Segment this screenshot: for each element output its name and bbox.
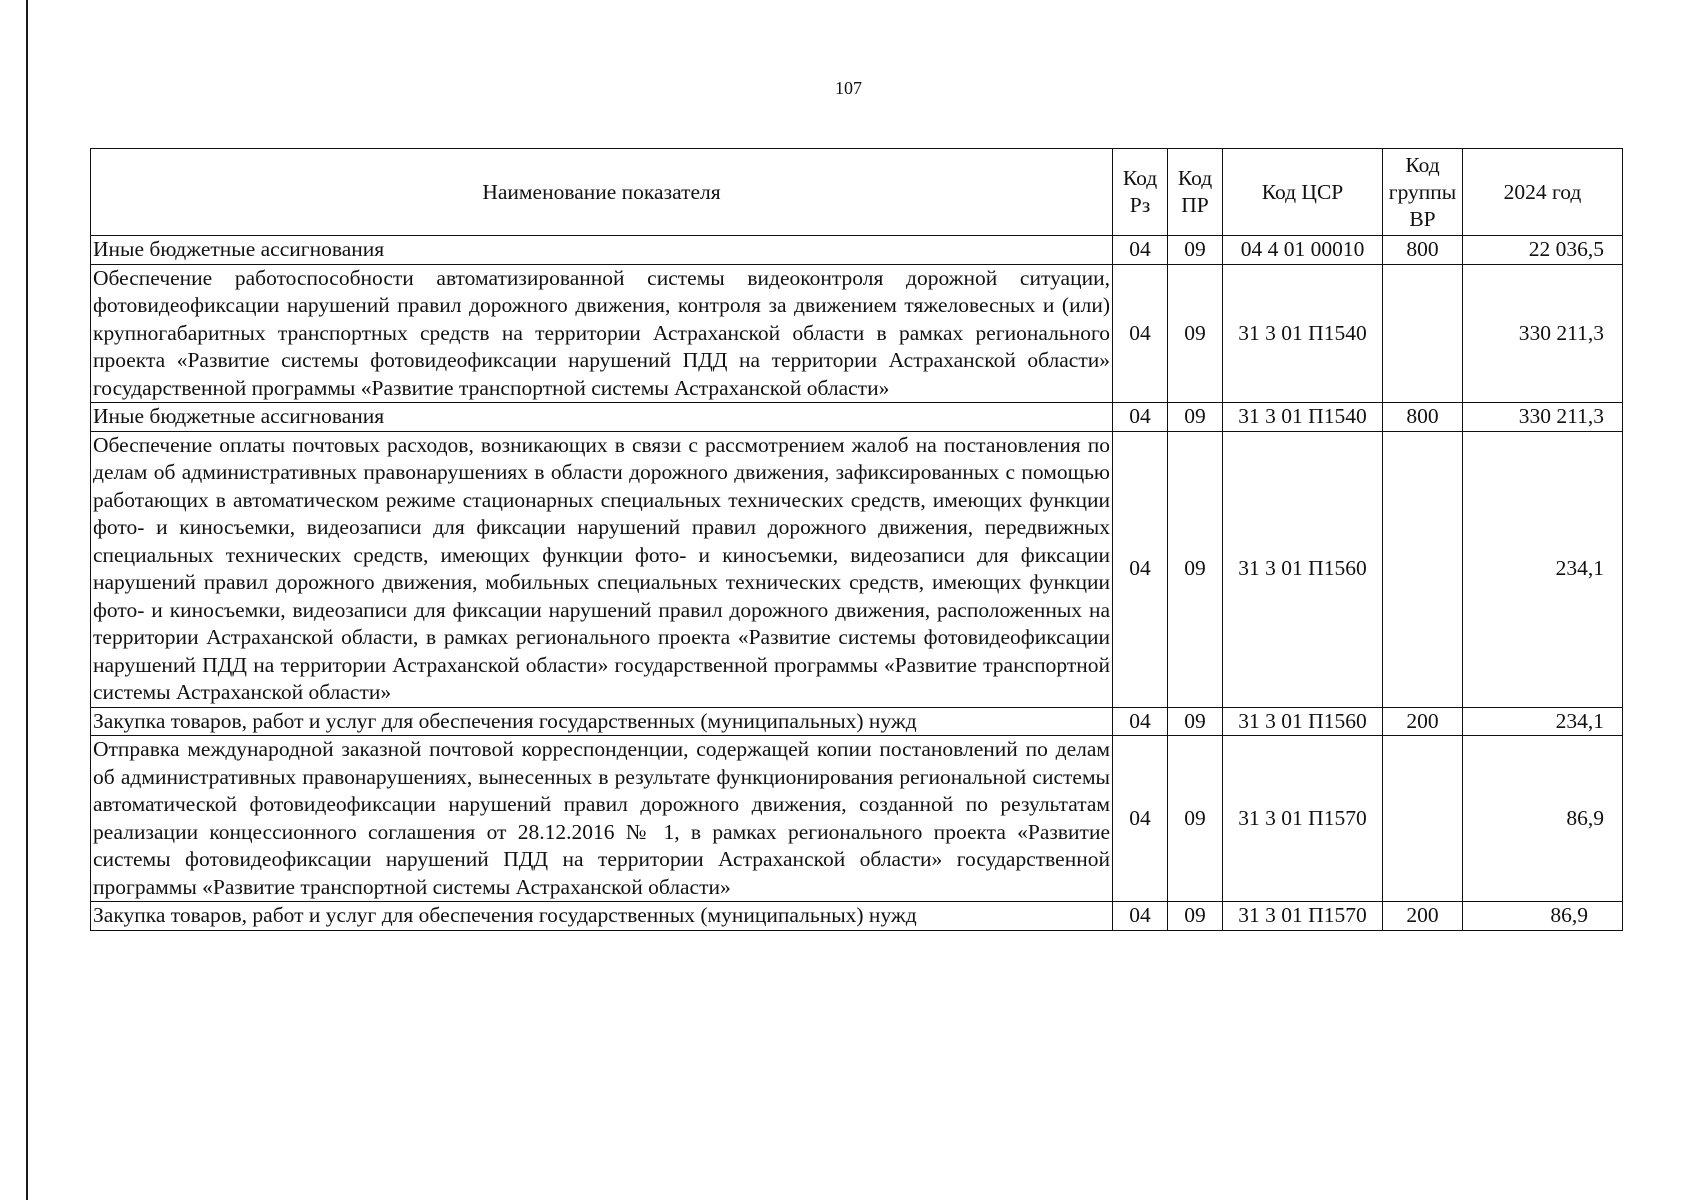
row-csr: 31 3 01 П1570 [1223,736,1383,902]
row-vr: 200 [1383,707,1463,736]
table-row [91,264,1623,403]
row-rz: 04 [1113,902,1168,931]
row-amount: 234,1 [1463,707,1623,736]
row-csr: 31 3 01 П1560 [1223,707,1383,736]
row-amount: 86,9 [1463,902,1623,931]
row-amount: 330 211,3 [1463,403,1623,432]
table-row [91,403,1623,432]
header-csr: Код ЦСР [1223,149,1383,236]
row-pr: 09 [1168,431,1223,707]
header-pr: Код ПР [1168,149,1223,236]
row-pr: 09 [1168,707,1223,736]
row-name: Иные бюджетные ассигнования [91,403,1113,432]
row-csr: 31 3 01 П1570 [1223,902,1383,931]
row-csr: 31 3 01 П1540 [1223,403,1383,432]
row-vr [1383,264,1463,403]
row-name: Обеспечение оплаты почтовых расходов, возникающих в связи с рассмотрением жалоб на постановления по делам об административных правонарушениях в области дорожного движения, зафиксированных с помощью работающих в автоматическом режиме стационарных специальных технических средств, имеющих функции фото- и киносъемки, видеозаписи для фиксации нарушений правил дорожного движения, передвижных специальных технических средств, имеющих функции фото- и киносъемки, видеозаписи для фиксации нарушений правил дорожного движения, мобильных специальных технических средств, имеющих функции фото- и киносъемки, видеозаписи для фиксации нарушений правил дорожного движения, расположенных на территории Астраханской области, в рамках регионального проекта «Развитие системы фотовидеофиксации нарушений ПДД на территории Астраханской области» государственной программы «Развитие транспортной системы Астраханской области» [91,431,1113,707]
table-header-row [91,149,1623,236]
row-pr: 09 [1168,736,1223,902]
row-csr: 31 3 01 П1560 [1223,431,1383,707]
header-vr: Код группы ВР [1383,149,1463,236]
row-rz: 04 [1113,431,1168,707]
budget-table [90,148,1623,931]
row-vr: 800 [1383,403,1463,432]
header-name: Наименование показателя [91,149,1113,236]
row-amount: 234,1 [1463,431,1623,707]
table-row [91,707,1623,736]
row-vr [1383,431,1463,707]
row-name: Закупка товаров, работ и услуг для обеспечения государственных (муниципальных) нужд [91,707,1113,736]
binding-margin-line [26,0,28,1200]
row-rz: 04 [1113,403,1168,432]
row-amount: 22 036,5 [1463,236,1623,265]
row-name: Закупка товаров, работ и услуг для обеспечения государственных (муниципальных) нужд [91,902,1113,931]
row-pr: 09 [1168,236,1223,265]
row-amount: 86,9 [1463,736,1623,902]
row-vr [1383,736,1463,902]
row-rz: 04 [1113,236,1168,265]
row-rz: 04 [1113,264,1168,403]
table-row [91,902,1623,931]
row-pr: 09 [1168,264,1223,403]
row-rz: 04 [1113,707,1168,736]
row-csr: 04 4 01 00010 [1223,236,1383,265]
row-name: Иные бюджетные ассигнования [91,236,1113,265]
row-pr: 09 [1168,403,1223,432]
table-row [91,236,1623,265]
row-vr: 800 [1383,236,1463,265]
header-rz: Код Рз [1113,149,1168,236]
table-row [91,736,1623,902]
header-year: 2024 год [1463,149,1623,236]
row-name: Отправка международной заказной почтовой корреспонденции, содержащей копии постановлений по делам об административных правонарушениях, вынесенных в результате функционирования региональной системы автоматической фотовидеофиксации нарушений правил дорожного движения, созданной по результатам реализации концессионного соглашения от 28.12.2016 № 1, в рамках регионального проекта «Развитие системы фотовидеофиксации нарушений ПДД на территории Астраханской области» государственной программы «Развитие транспортной системы Астраханской области» [91,736,1113,902]
row-vr: 200 [1383,902,1463,931]
row-pr: 09 [1168,902,1223,931]
row-rz: 04 [1113,736,1168,902]
row-csr: 31 3 01 П1540 [1223,264,1383,403]
table-row [91,431,1623,707]
page-number: 107 [835,78,862,98]
row-name: Обеспечение работоспособности автоматизированной системы видеоконтроля дорожной ситуации, фотовидеофиксации нарушений правил дорожного движения, контроля за движением тяжеловесных и (или) крупногабаритных транспортных средств на территории Астраханской области в рамках регионального проекта «Развитие системы фотовидеофиксации нарушений ПДД на территории Астраханской области» государственной программы «Развитие транспортной системы Астраханской области» [91,264,1113,403]
row-amount: 330 211,3 [1463,264,1623,403]
